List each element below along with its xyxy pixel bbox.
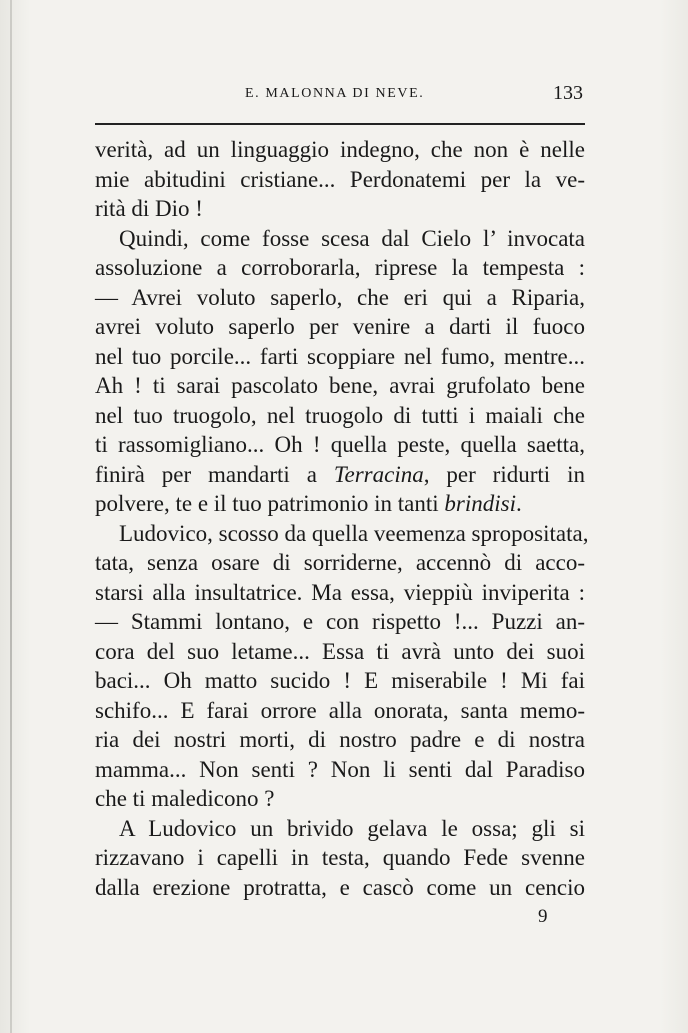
- text-line: ti rassomigliano... Oh ! quella peste, quella saetta,: [95, 432, 585, 457]
- page-binding-edge: [10, 0, 12, 1033]
- text-line: mie abitudini cristiane... Perdonatemi per la ve-: [95, 166, 585, 192]
- text-line: nel tuo truogolo, nel truogolo di tutti i maiali che: [95, 402, 585, 428]
- text-line: Ah ! ti sarai pascolato bene, avrai grufolato bene: [95, 373, 585, 398]
- text-line: Quindi, come fosse scesa dal Cielo l’ invocata: [119, 225, 585, 251]
- text-line: assoluzione a corroborarla, riprese la tempesta :: [95, 255, 585, 280]
- header-rule: [95, 123, 585, 125]
- text-line: verità, ad un linguaggio indegno, che non è nelle: [95, 137, 585, 162]
- text-line: mamma... Non senti ? Non li senti dal Paradiso: [95, 756, 585, 782]
- text-line: A Ludovico un brivido gelava le ossa; gli si: [119, 815, 585, 841]
- text-line: — Stammi lontano, e con rispetto !... Puzzi an-: [95, 609, 585, 634]
- body-text: [95, 135, 589, 902]
- running-title: E. MALONNA DI NEVE.: [245, 86, 425, 101]
- page-number: 133: [553, 82, 583, 104]
- text-line: finirà per mandarti a Terracina, per ridurti in: [95, 461, 585, 487]
- signature-mark: 9: [538, 906, 548, 927]
- text-line: rizzavano i capelli in testa, quando Fede svenne: [95, 845, 585, 870]
- text-line: cora del suo letame... Essa ti avrà unto dei suoi: [95, 638, 585, 664]
- text-line: rità di Dio !: [95, 196, 203, 221]
- text-line: baci... Oh matto sucido ! E miserabile ! Mi fai: [95, 668, 585, 693]
- text-line: — Avrei voluto saperlo, che eri qui a Riparia,: [95, 284, 585, 310]
- text-line: starsi alla insultatrice. Ma essa, vieppiù inviperita :: [95, 579, 585, 605]
- text-line: Ludovico, scosso da quella veemenza spropositata,: [119, 520, 589, 546]
- text-line: polvere, te e il tuo patrimonio in tanti brindisi.: [95, 491, 522, 516]
- text-line: che ti maledicono ?: [95, 786, 275, 811]
- text-line: tata, senza osare di sorriderne, accennò di acco-: [95, 550, 585, 575]
- text-line: avrei voluto saperlo per venire a darti il fuoco: [95, 314, 585, 339]
- text-line: schifo... E farai orrore alla onorata, santa memo-: [95, 697, 585, 723]
- text-line: ria dei nostri morti, di nostro padre e di nostra: [95, 727, 585, 752]
- running-head: [95, 82, 585, 108]
- text-line: nel tuo porcile... farti scoppiare nel fumo, mentre...: [95, 343, 585, 369]
- text-line: dalla erezione protratta, e cascò come un cencio: [95, 874, 585, 900]
